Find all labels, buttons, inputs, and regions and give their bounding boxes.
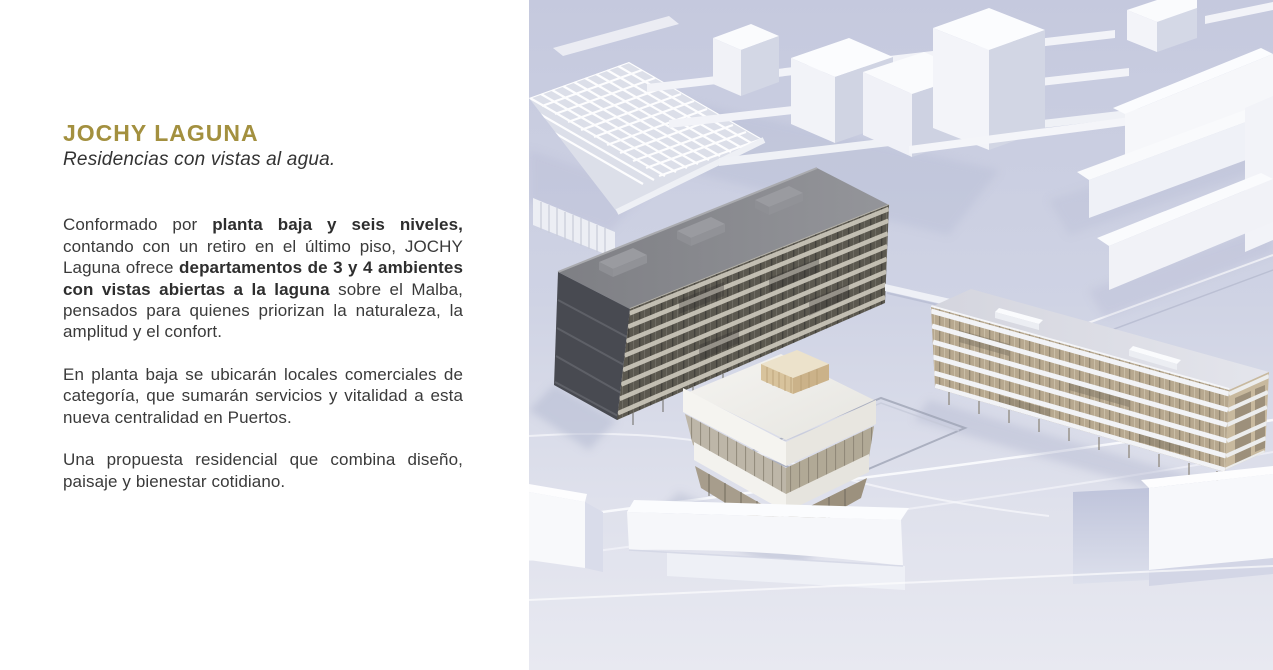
project-subtitle: Residencias con vistas al agua. (63, 149, 336, 171)
paragraph-3: Una propuesta residencial que combina diseño, paisaje y bienestar cotidiano. (63, 450, 463, 491)
render-svg (529, 0, 1273, 670)
paragraph-2: En planta baja se ubicarán locales comerciales de categoría, que sumarán servicios y vitalidad a esta nueva centralidad en Puertos. (63, 364, 463, 427)
text-panel (0, 0, 529, 670)
paragraph-1: Conformado por planta baja y seis niveles, contando con un retiro en el último piso, JOCHY Laguna ofrece departamentos de 3 y 4 ambientes con vistas abiertas a la laguna sobre el Malba, pensados para quienes priorizan la naturaleza, la amplitud y el confort. (63, 215, 464, 342)
page-title: JOCHY LAGUNA (63, 120, 259, 146)
description-paragraphs (63, 214, 463, 491)
architectural-render (529, 0, 1273, 670)
